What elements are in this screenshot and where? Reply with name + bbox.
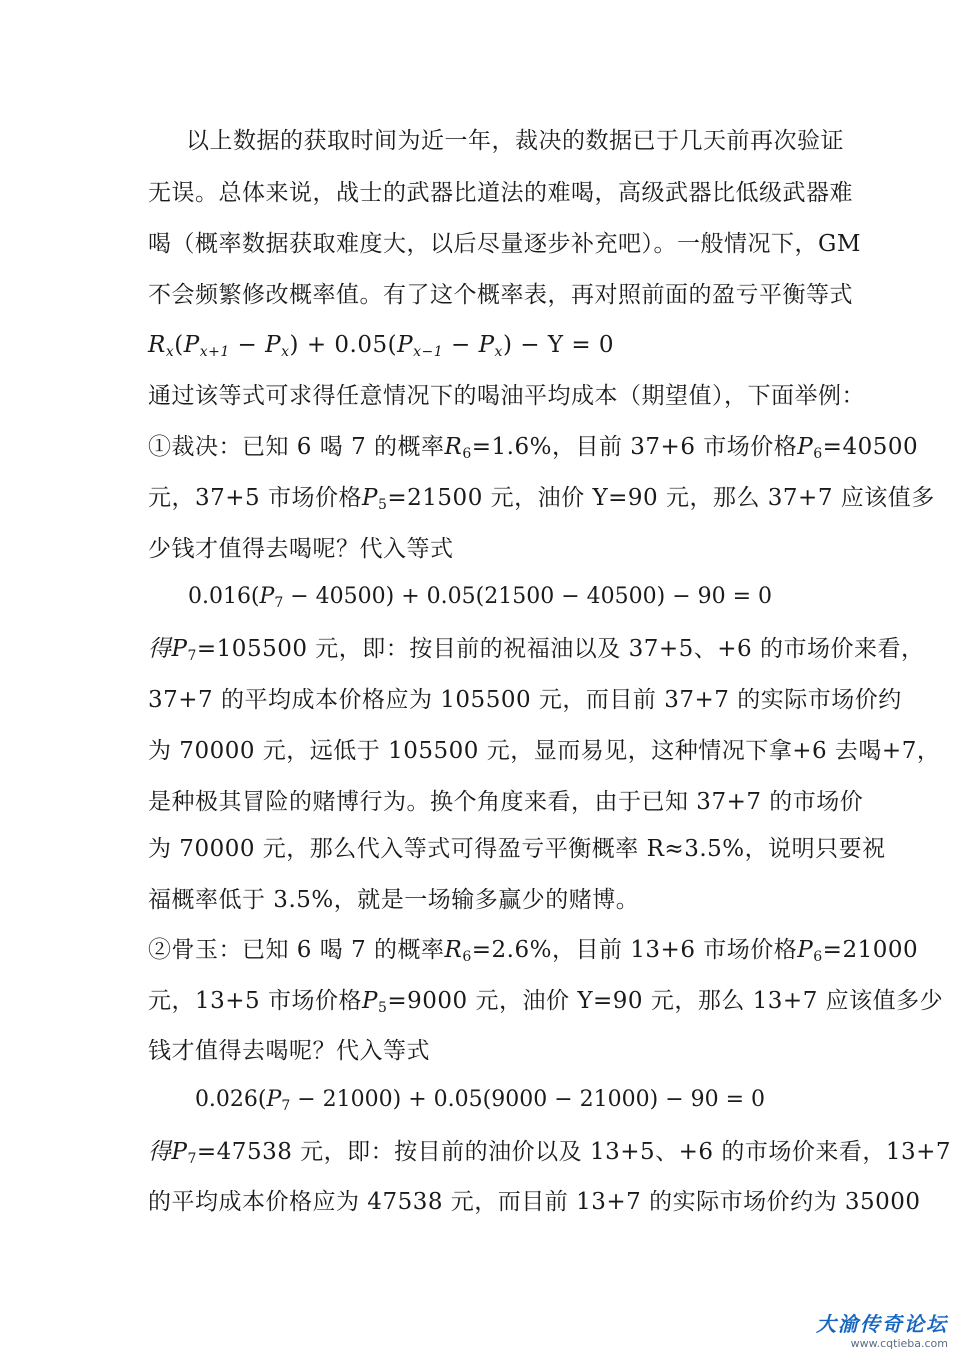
paragraph-line: 通过该等式可求得任意情况下的喝油平均成本（期望值），下面举例： (148, 383, 865, 409)
example1-line: 为 70000 元，远低于 105500 元，显而易见，这种情况下拿+6 去喝+7， (148, 738, 941, 764)
break-even-formula: $R_x(P_{x+1} - P_x) + 0.05(P_{x-1} - P_x) - Y = 0$ (148, 332, 615, 360)
example2-result: 得$P_7=47538$ 元，即：按目前的油价以及 13+5、+6 的市场价来看，13+7 (148, 1139, 952, 1167)
example1-equation: $0.016(P_7 - 40500) + 0.05(21500 - 40500) - 90 = 0$ (187, 584, 773, 611)
example1-line: ①裁决：已知 6 喝 7 的概率$R_6=1.6\%$，目前 37+6 市场价格$P_6=40500$ (148, 434, 919, 462)
example1-line: 少钱才值得去喝呢？代入等式 (148, 536, 454, 562)
paragraph-line: 喝（概率数据获取难度大，以后尽量逐步补充吧）。一般情况下，GM (148, 231, 861, 257)
example2-line: 钱才值得去喝呢？代入等式 (148, 1038, 430, 1064)
example1-result: 得$P_7=105500$ 元，即：按目前的祝福油以及 37+5、+6 的市场价来看， (148, 636, 925, 664)
example2-line: ②骨玉：已知 6 喝 7 的概率$R_6=2.6\%$，目前 13+6 市场价格$P_6=21000$ (148, 937, 919, 965)
example2-line: 元，13+5 市场价格$P_5=9000$ 元，油价 Y=90 元，那么 13+7 应该值多少 (148, 988, 944, 1016)
example1-line: 37+7 的平均成本价格应为 105500 元，而目前 37+7 的实际市场价约 (148, 687, 902, 713)
paragraph-line: 无误。总体来说，战士的武器比道法的难喝，高级武器比低级武器难 (148, 180, 853, 206)
paragraph-line: 不会频繁修改概率值。有了这个概率表，再对照前面的盈亏平衡等式 (148, 282, 853, 308)
paragraph-line: 以上数据的获取时间为近一年，裁决的数据已于几天前再次验证 (186, 128, 844, 154)
example1-line: 元，37+5 市场价格$P_5=21500$ 元，油价 Y=90 元，那么 37+7 应该值多 (148, 485, 935, 513)
example1-line: 是种极其冒险的赌博行为。换个角度来看，由于已知 37+7 的市场价 (148, 789, 864, 815)
watermark-url: www.cqtieba.com (850, 1337, 948, 1350)
example1-line: 福概率低于 3.5%，就是一场输多赢少的赌博。 (148, 887, 640, 913)
example1-line: 为 70000 元，那么代入等式可得盈亏平衡概率 R≈3.5%，说明只要祝 (148, 836, 886, 862)
example2-equation: $0.026(P_7 - 21000) + 0.05(9000 - 21000) - 90 = 0$ (194, 1087, 766, 1114)
forum-watermark (816, 1308, 948, 1350)
watermark-title: 大渝传奇论坛 (816, 1312, 948, 1336)
example2-line: 的平均成本价格应为 47538 元，而目前 13+7 的实际市场价约为 35000 (148, 1189, 921, 1215)
